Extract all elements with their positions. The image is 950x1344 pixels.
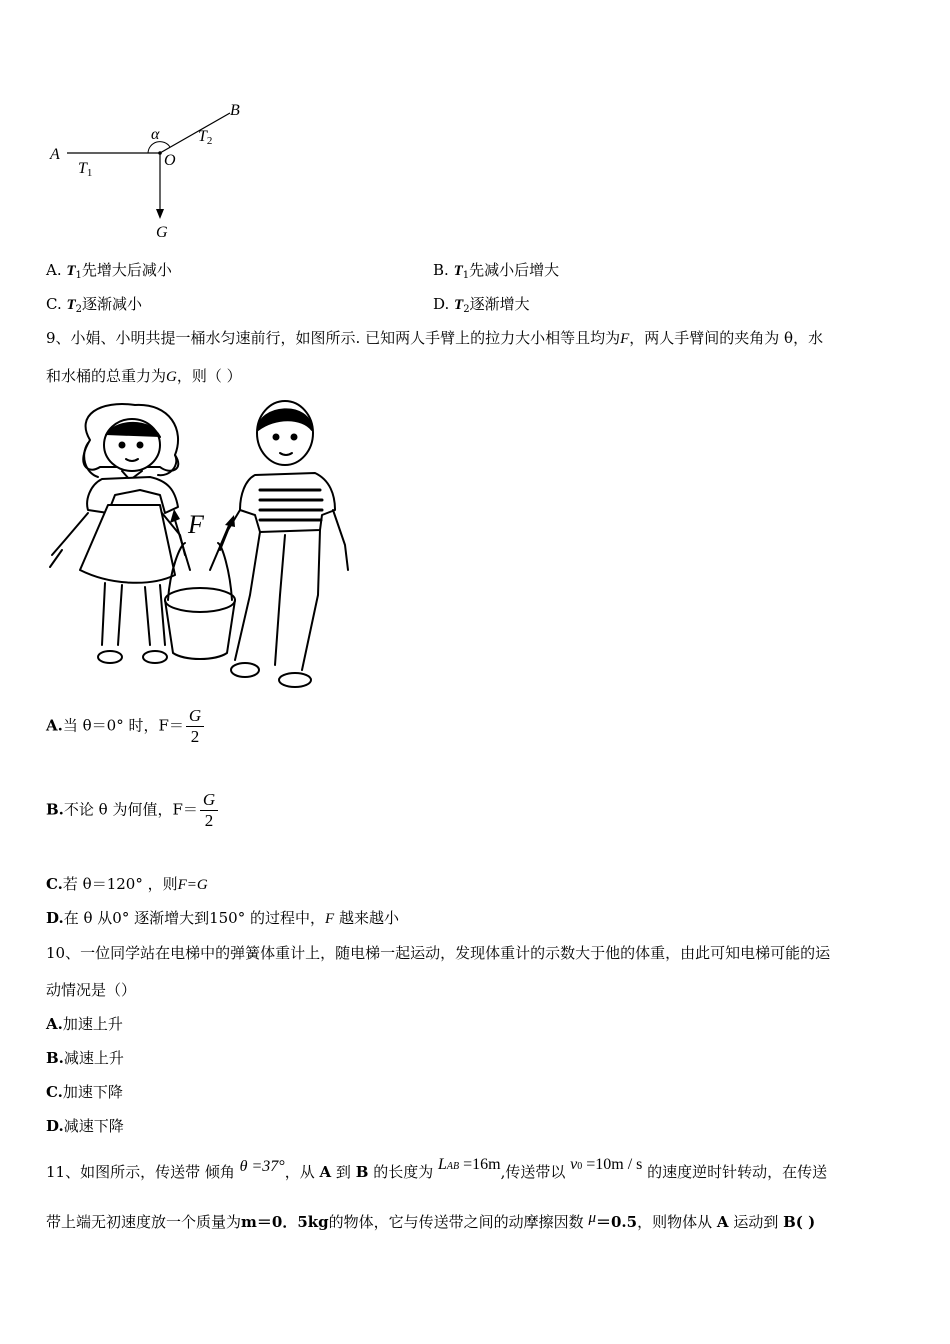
label-t2: T2 bbox=[198, 128, 213, 147]
label-alpha: α bbox=[151, 126, 160, 143]
q10-option-a: A.加速上升 bbox=[46, 1015, 123, 1033]
q8-option-a: A. $T_1$先增大后减小 bbox=[46, 261, 172, 281]
q10-stem-line1: 10、一位同学站在电梯中的弹簧体重计上，随电梯一起运动，发现体重计的示数大于他的体重，由此可知电梯可能的运 bbox=[46, 944, 831, 962]
rope-t2 bbox=[160, 113, 230, 153]
q11-stem-line1: 11、如图所示，传送带 倾角 θ =37°，从 A 到 B 的长度为 LAB =16m,传送带以 v0 =10m / s 的速度逆时针转动，在传送 bbox=[46, 1156, 828, 1181]
boy-figure bbox=[220, 401, 348, 687]
q10-option-b: B.减速上升 bbox=[46, 1049, 124, 1067]
force-label-f: F bbox=[188, 510, 204, 539]
label-t1: T1 bbox=[78, 160, 93, 179]
q9-option-b: B.不论 θ 为何值，F＝ $\frac{G}{2}$ bbox=[46, 790, 218, 831]
q9-stem-line1: 9、小娟、小明共提一桶水匀速前行，如图所示. 已知两人手臂上的拉力大小相等且均为F，两人手臂间的夹角为 θ，水 bbox=[46, 329, 824, 347]
label-b: B bbox=[230, 102, 240, 119]
girl-figure bbox=[50, 404, 185, 663]
bucket-illustration bbox=[40, 395, 360, 695]
label-o: O bbox=[164, 152, 176, 169]
point-o bbox=[158, 151, 162, 155]
q9-option-a: A.当 θ＝0° 时，F＝ $\frac{G}{2}$ bbox=[46, 706, 204, 747]
arrow-head-g bbox=[156, 209, 164, 219]
q11-stem-line2: 带上端无初速度放一个质量为m＝0．5kg的物体，它与传送带之间的动摩擦因数 μ＝0.5，则物体从 A 运动到 B( ) bbox=[46, 1210, 816, 1231]
q8-option-b: B. $T_1$先减小后增大 bbox=[433, 261, 560, 281]
q8-option-d: D. $T_2$逐渐增大 bbox=[433, 295, 530, 315]
mu-symbol: μ bbox=[588, 1210, 596, 1226]
q10-stem-line2: 动情况是（） bbox=[46, 981, 137, 999]
label-a: A bbox=[50, 146, 60, 163]
fraction-g-over-2: $\frac{G}{2}$ bbox=[186, 706, 204, 747]
bucket bbox=[165, 543, 235, 659]
label-g: G bbox=[156, 224, 168, 241]
q8-option-c: C. $T_2$逐渐减小 bbox=[46, 295, 143, 315]
speed-expression: v0 =10m / s bbox=[570, 1156, 643, 1173]
fraction-g-over-2: $\frac{G}{2}$ bbox=[200, 790, 218, 831]
force-diagram bbox=[40, 95, 270, 245]
q10-option-d: D.减速下降 bbox=[46, 1117, 124, 1135]
q9-option-c: C.若 θ＝120° ，则F=G bbox=[46, 875, 208, 893]
arrow-head-right bbox=[225, 515, 235, 527]
theta-expression: θ =37° bbox=[239, 1158, 285, 1175]
q10-option-c: C.加速下降 bbox=[46, 1083, 123, 1101]
q9-stem-line2: 和水桶的总重力为G，则（ ） bbox=[46, 367, 242, 385]
length-expression: LAB =16m bbox=[437, 1156, 501, 1173]
q9-option-d: D.在 θ 从0° 逐渐增大到150° 的过程中，F 越来越小 bbox=[46, 909, 399, 927]
